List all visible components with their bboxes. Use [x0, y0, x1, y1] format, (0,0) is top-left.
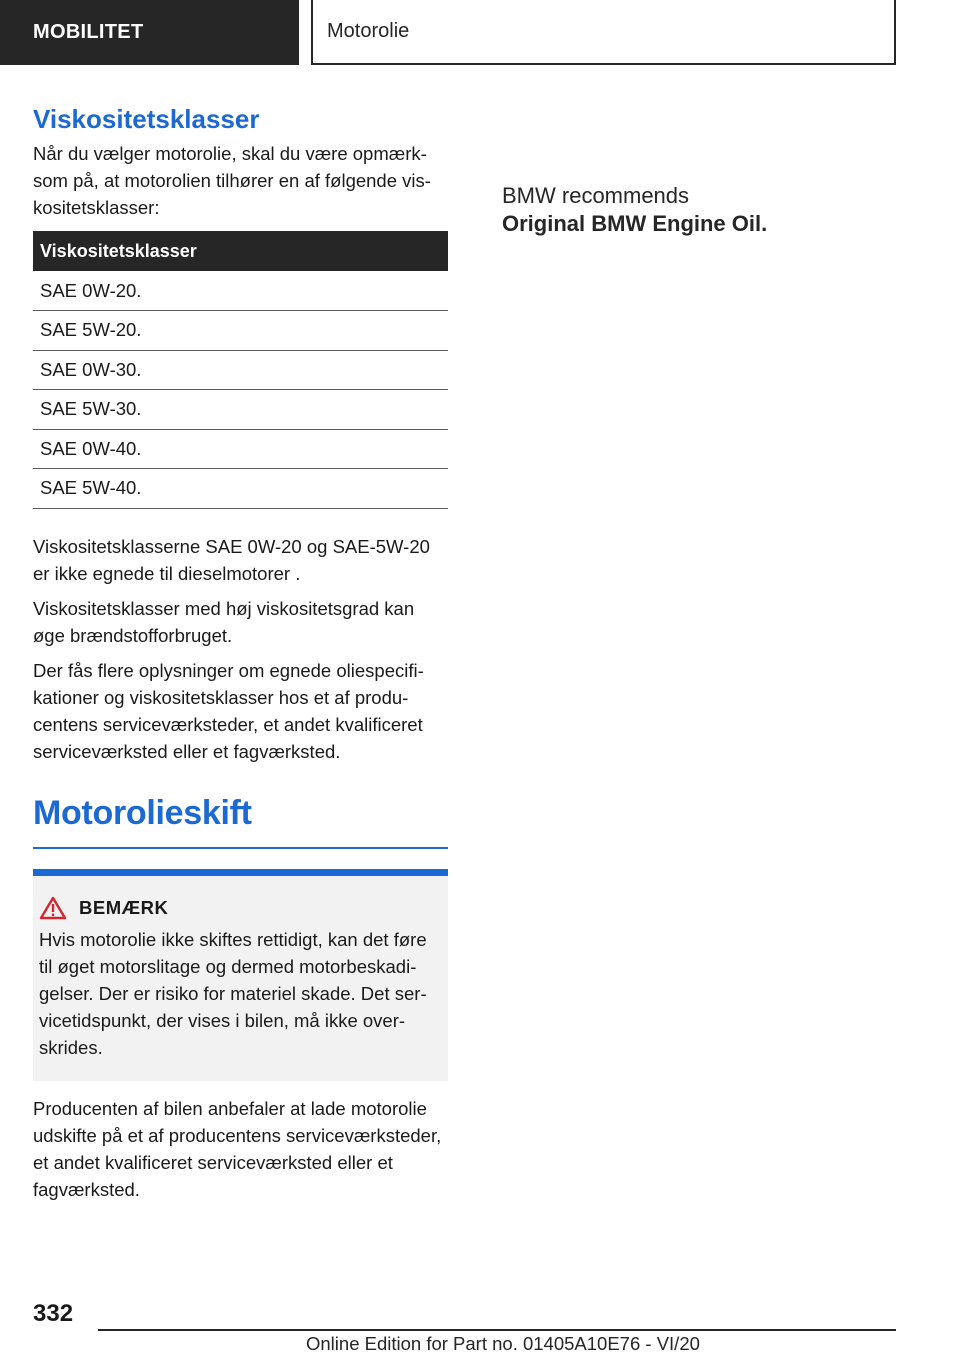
viscosity-intro: Når du vælger motorolie, skal du være opmærksom på, at motorolien tilhører en af følgende viskositetsklasser:	[33, 143, 431, 218]
header-section-tab	[0, 0, 299, 65]
table-cell: SAE 0W-40.	[33, 429, 448, 469]
table-cell: SAE 5W-30.	[33, 390, 448, 430]
table-row	[33, 469, 448, 509]
header-chapter-tab	[311, 0, 896, 65]
table-cell: SAE 0W-20.	[33, 271, 448, 311]
table-cell: SAE 5W-20.	[33, 311, 448, 351]
table-row	[33, 350, 448, 390]
heading-divider	[33, 847, 448, 849]
oil-change-heading: Motorolieskift	[33, 793, 252, 832]
table-cell: SAE 0W-30.	[33, 350, 448, 390]
bmw-oil-logo	[502, 182, 862, 238]
header-chapter-label: Motorolie	[327, 20, 410, 42]
footer-divider	[98, 1329, 896, 1331]
oil-change-recommendation: Producenten af bilen anbefaler at lade motorolie udskifte på et af producentens serviceværksteder, et andet kvalificeret serviceværksted eller et fagværksted.	[33, 1097, 442, 1200]
table-header-row	[33, 231, 448, 271]
notice-header	[39, 894, 440, 922]
table-header-cell: Viskositetsklasser	[33, 231, 448, 271]
table-row	[33, 271, 448, 311]
viscosity-table	[33, 231, 448, 509]
notice-title: BEMÆRK	[79, 896, 169, 918]
viscosity-paragraph-consumption: Viskositetsklasser med høj viskositetsgrad kan øge brændstofforbruget.	[33, 597, 415, 646]
table-row	[33, 429, 448, 469]
header-section-label: MOBILITET	[33, 21, 144, 43]
logo-line-recommends: BMW recommends	[502, 183, 690, 208]
viscosity-paragraph-info: Der fås flere oplysninger om egnede oliespecifikationer og viskositetsklasser hos et af producentens serviceværksteder, et andet kvalificeret serviceværksted eller et fagværksted.	[33, 659, 424, 762]
notice-text: Hvis motorolie ikke skiftes rettidigt, kan det føre til øget motorslitage og dermed motorbeskadigelser. Der er risiko for materiel skade. Det servicetidspunkt, der vises i bilen, må ikke overskrides.	[39, 928, 427, 1058]
table-row	[33, 311, 448, 351]
warning-triangle-icon	[39, 896, 67, 920]
table-row	[33, 390, 448, 430]
main-column	[33, 100, 448, 1203]
logo-line-product: Original BMW Engine Oil.	[502, 211, 768, 236]
viscosity-heading: Viskositetsklasser	[33, 104, 260, 134]
notice-box	[33, 869, 448, 1081]
page-number: 332	[33, 1300, 74, 1327]
table-cell: SAE 5W-40.	[33, 469, 448, 509]
viscosity-paragraph-diesel: Viskositetsklasserne SAE 0W-20 og SAE-5W-20 er ikke egnede til dieselmotorer .	[33, 535, 430, 584]
footer-edition: Online Edition for Part no. 01405A10E76 - VI/20	[306, 1333, 700, 1354]
